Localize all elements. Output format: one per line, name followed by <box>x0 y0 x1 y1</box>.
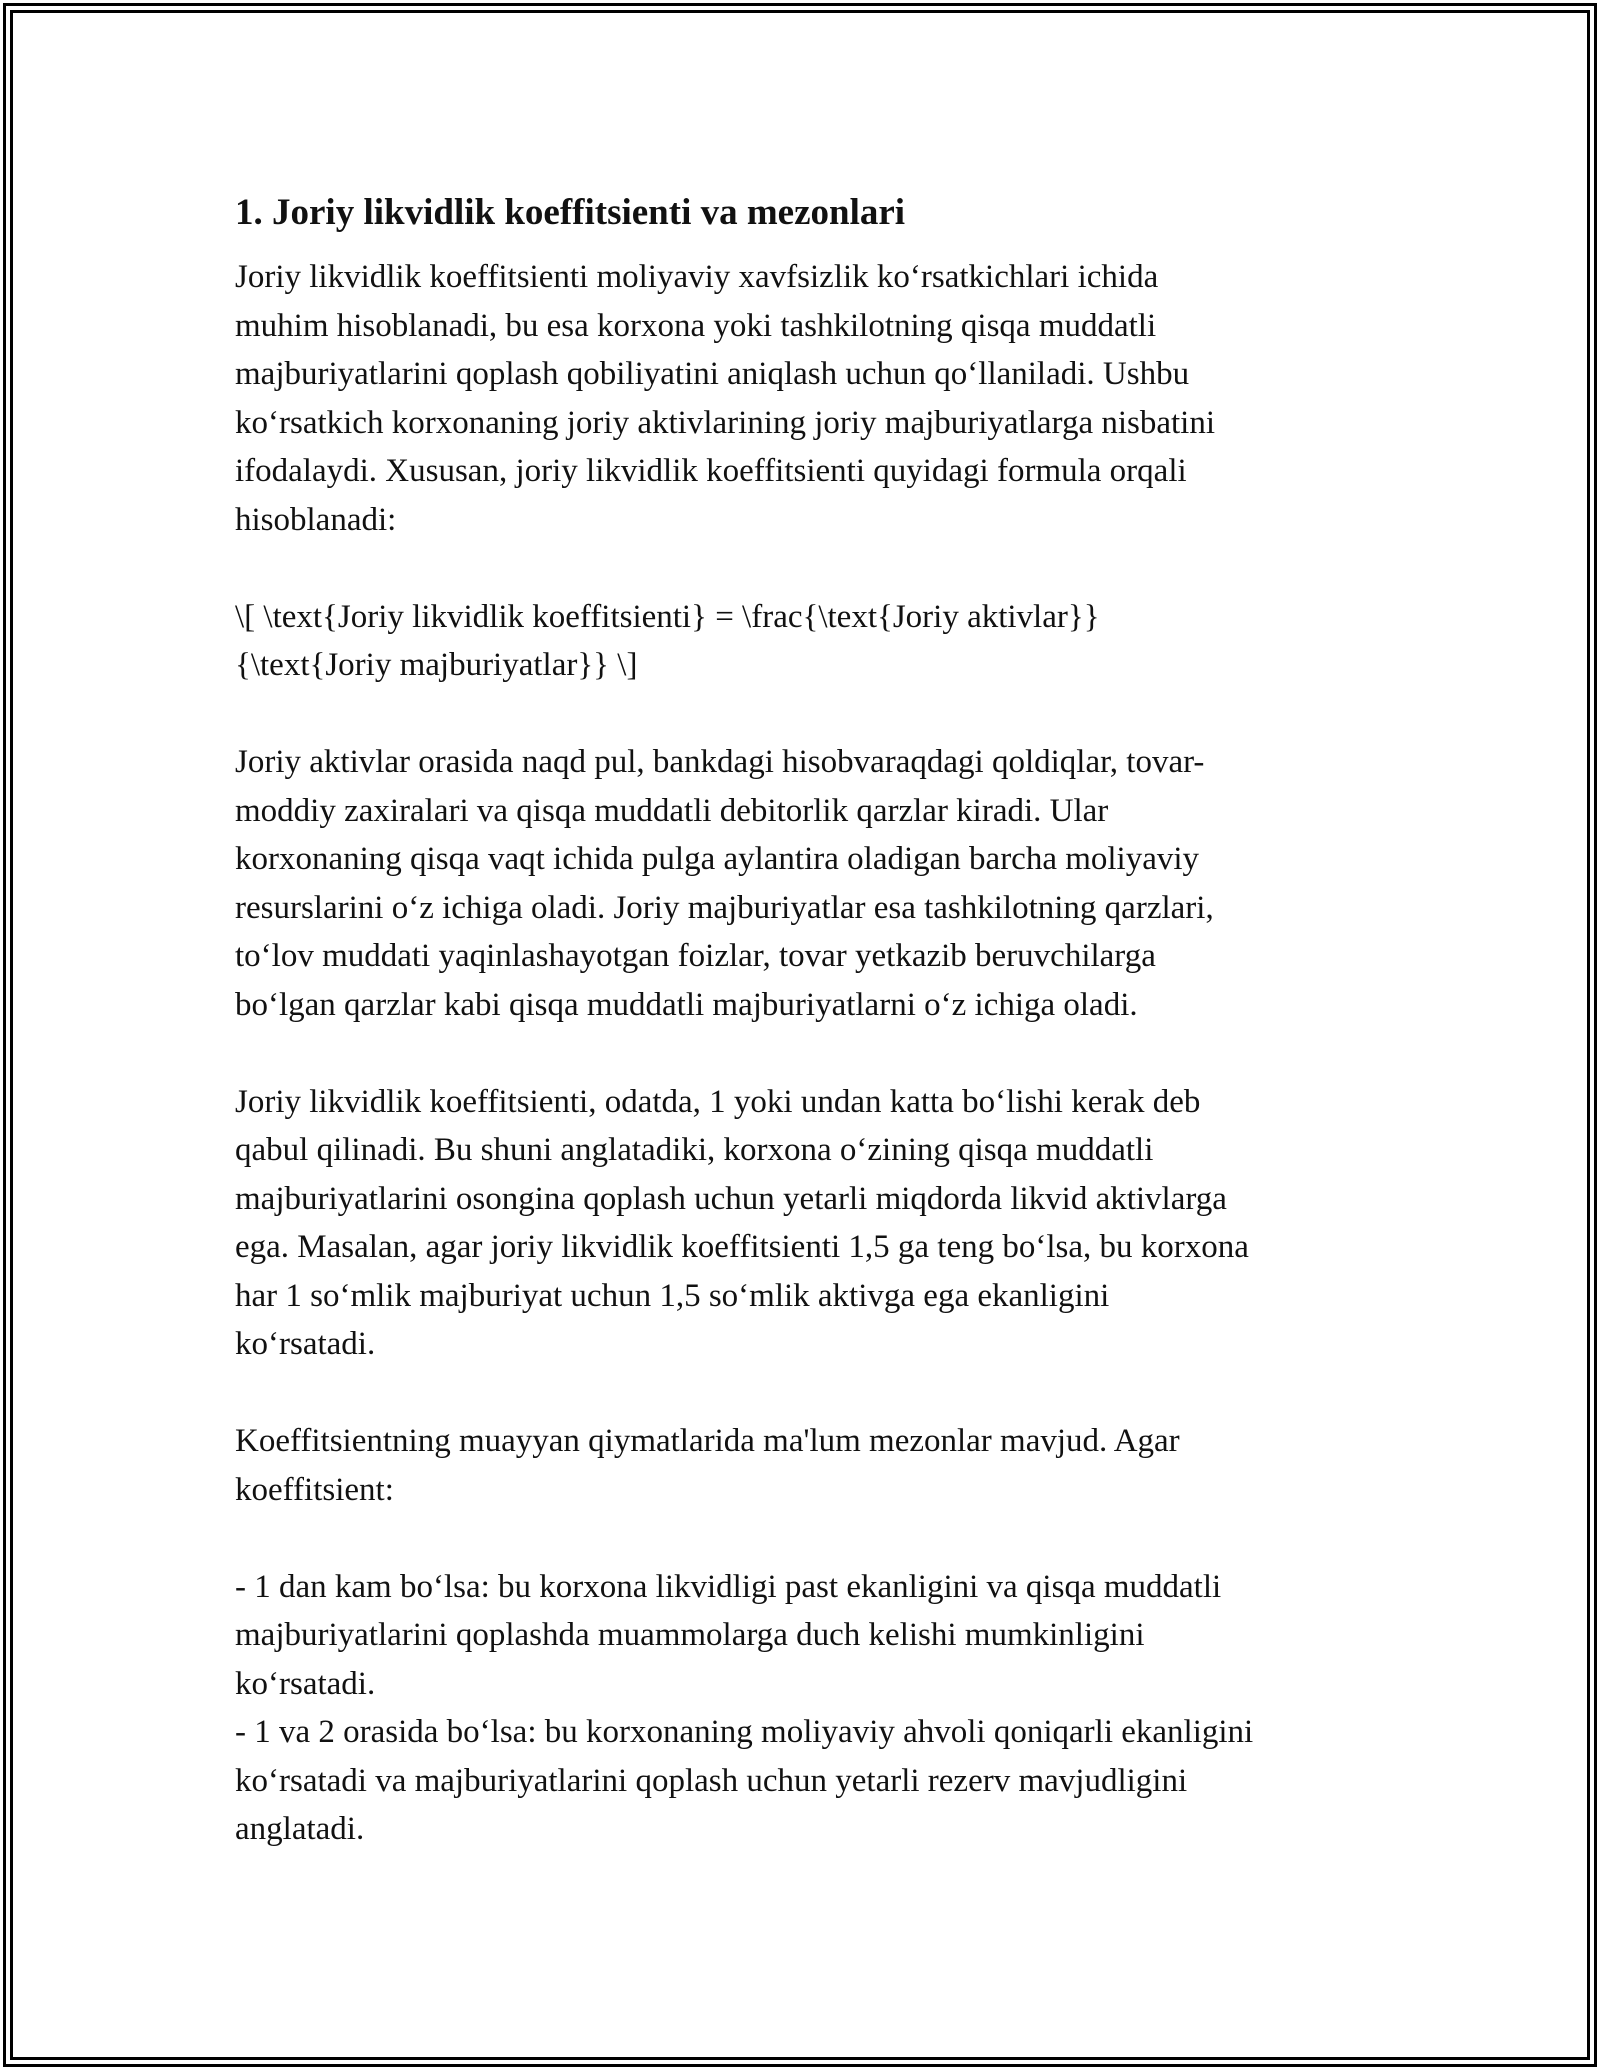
paragraph-current-assets <box>235 738 1370 1029</box>
text-line: koeffitsient: <box>235 1471 394 1508</box>
list-item-line: koʻrsatadi. <box>235 1665 376 1702</box>
text-line: koʻrsatadi. <box>235 1326 376 1362</box>
text-line: resurslarini oʻz ichiga oladi. Joriy majburiyatlar esa tashkilotning qarzlari, <box>235 889 1214 926</box>
text-line: ifodalaydi. Xususan, joriy likvidlik koeffitsienti quyidagi formula orqali <box>235 453 1187 489</box>
paragraph-criteria <box>235 1417 1370 1514</box>
text-line: boʻlgan qarzlar kabi qisqa muddatli majburiyatlarni oʻz ichiga oladi. <box>235 986 1138 1023</box>
paragraph-gap <box>235 1029 1370 1078</box>
section-heading: 1. Joriy likvidlik koeffitsienti va mezonlari <box>235 192 906 233</box>
text-line: koʻrsatkich korxonaning joriy aktivlarining joriy majburiyatlarga nisbatini <box>235 404 1216 441</box>
text-line: Joriy likvidlik koeffitsienti, odatda, 1 yoki undan katta boʻlishi kerak deb <box>235 1083 1201 1120</box>
formula-block <box>235 593 1370 690</box>
list-item-line: majburiyatlarini qoplashda muammolarga duch kelishi mumkinligini <box>235 1617 1145 1653</box>
text-line: hisoblanadi: <box>235 501 397 538</box>
text-line: korxonaning qisqa vaqt ichida pulga aylantira oladigan barcha moliyaviy <box>235 841 1200 877</box>
text-line: qabul qilinadi. Bu shuni anglatadiki, korxona oʻzining qisqa muddatli <box>235 1132 1154 1168</box>
text-line: Joriy likvidlik koeffitsienti moliyaviy xavfsizlik koʻrsatkichlari ichida <box>235 259 1159 295</box>
text-line: Koeffitsientning muayyan qiymatlarida ma'lum mezonlar mavjud. Agar <box>235 1423 1180 1459</box>
formula-line: {\text{Joriy majburiyatlar}} \] <box>235 647 638 683</box>
text-line: majburiyatlarini osongina qoplash uchun yetarli miqdorda likvid aktivlarga <box>235 1180 1227 1217</box>
paragraph-gap <box>235 544 1370 593</box>
list-item-line: anglatadi. <box>235 1811 365 1847</box>
criteria-list <box>235 1563 1370 1854</box>
document-body <box>235 185 1370 1854</box>
list-item-line: - 1 dan kam boʻlsa: bu korxona likvidligi past ekanligini va qisqa muddatli <box>235 1568 1222 1605</box>
text-line: majburiyatlarini qoplash qobiliyatini aniqlash uchun qoʻllaniladi. Ushbu <box>235 356 1190 392</box>
text-line: har 1 soʻmlik majburiyat uchun 1,5 soʻmlik aktivga ega ekanligini <box>235 1277 1110 1314</box>
text-line: Joriy aktivlar orasida naqd pul, bankdagi hisobvaraqdagi qoldiqlar, tovar- <box>235 744 1205 780</box>
list-item-line: koʻrsatadi va majburiyatlarini qoplash uchun yetarli rezerv mavjudligini <box>235 1762 1188 1799</box>
paragraph-gap <box>235 1514 1370 1563</box>
paragraph-ratio-meaning <box>235 1078 1370 1369</box>
text-line: toʻlov muddati yaqinlashayotgan foizlar, tovar yetkazib beruvchilarga <box>235 938 1156 974</box>
paragraph-gap <box>235 1369 1370 1418</box>
paragraph-gap <box>235 690 1370 739</box>
text-line: moddiy zaxiralari va qisqa muddatli debitorlik qarzlar kiradi. Ular <box>235 792 1109 829</box>
paragraph-intro <box>235 253 1370 544</box>
text-line: muhim hisoblanadi, bu esa korxona yoki tashkilotning qisqa muddatli <box>235 307 1157 344</box>
formula-line: \[ \text{Joriy likvidlik koeffitsienti} = \frac{\text{Joriy aktivlar}} <box>235 598 1100 635</box>
list-item-line: - 1 va 2 orasida boʻlsa: bu korxonaning moliyaviy ahvoli qoniqarli ekanligini <box>235 1714 1254 1750</box>
text-line: ega. Masalan, agar joriy likvidlik koeffitsienti 1,5 ga teng boʻlsa, bu korxona <box>235 1229 1249 1265</box>
